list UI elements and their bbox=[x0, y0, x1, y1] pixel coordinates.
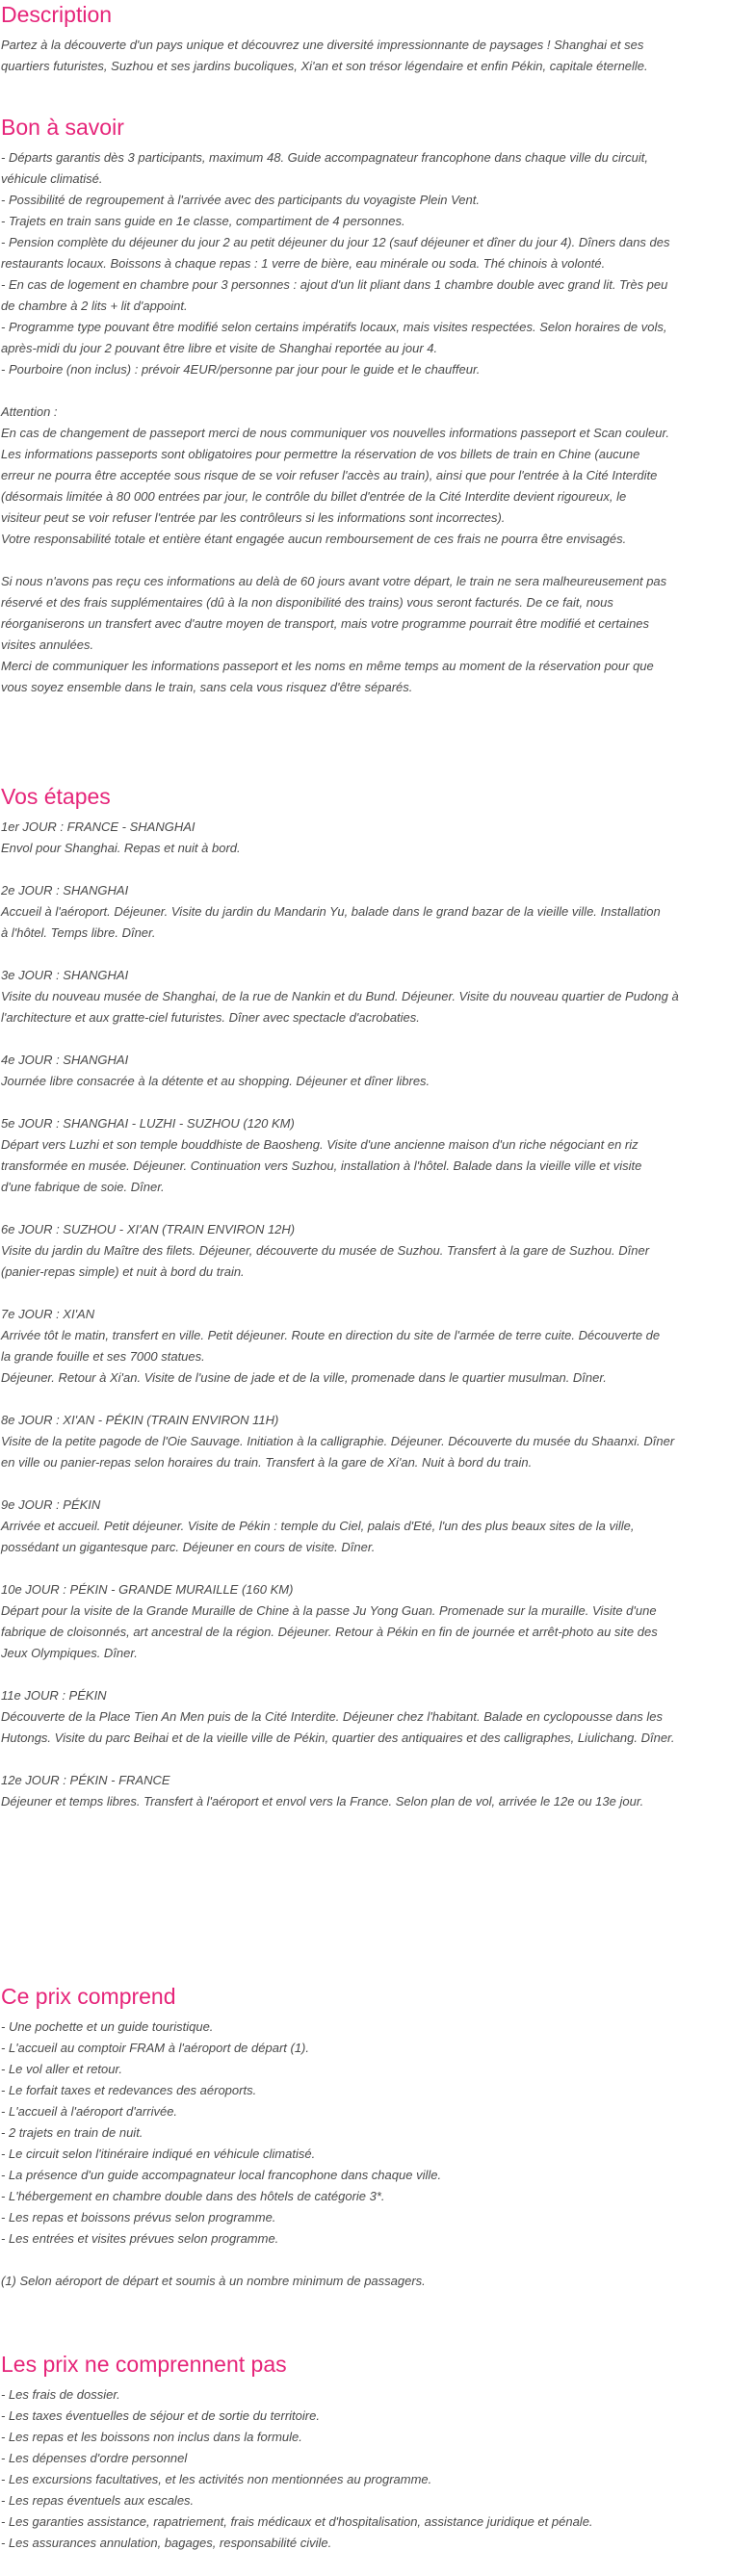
day-text-line: à l'hôtel. Temps libre. Dîner. bbox=[1, 925, 156, 940]
day-title: 10e JOUR : PÉKIN - GRANDE MURAILLE (160 KM) bbox=[1, 1582, 294, 1597]
text-line: quartiers futuristes, Suzhou et ses jardins bucoliques, Xi'an et son trésor légendaire et enfin Pékin, capitale éternelle. bbox=[1, 59, 648, 73]
day-text-line: Déjeuner et temps libres. Transfert à l'aéroport et envol vers la France. Selon plan de vol, arrivée le 12e ou 13e jour. bbox=[1, 1794, 644, 1808]
text-line: - Les frais de dossier. bbox=[1, 2387, 120, 2402]
text-line: - Les garanties assistance, rapatriement, frais médicaux et d'hospitalisation, assistance juridique et pénale. bbox=[1, 2514, 593, 2529]
day-title: 12e JOUR : PÉKIN - FRANCE bbox=[1, 1773, 170, 1787]
text-line: erreur ne pourra être acceptée sous risque de se voir refuser l'accès au train), ainsi que pour l'entrée à la Cité Interdite bbox=[1, 468, 658, 482]
day-title: 8e JOUR : XI'AN - PÉKIN (TRAIN ENVIRON 11H) bbox=[1, 1413, 279, 1427]
text-line: - Trajets en train sans guide en 1e classe, compartiment de 4 personnes. bbox=[1, 214, 405, 228]
text-line: vous soyez ensemble dans le train, sans cela vous risquez d'être séparés. bbox=[1, 680, 413, 694]
text-line: En cas de changement de passeport merci de nous communiquer vos nouvelles informations passeport et Scan couleur. bbox=[1, 426, 669, 440]
text-line: restaurants locaux. Boissons à chaque repas : 1 verre de bière, eau minérale ou soda. Thé chinois à volonté. bbox=[1, 256, 606, 271]
spacer bbox=[1, 2250, 725, 2271]
text-line: - Une pochette et un guide touristique. bbox=[1, 2019, 214, 2034]
day-text-line: Découverte de la Place Tien An Men puis de la Cité Interdite. Déjeuner chez l'habitant. Balade en cyclopousse dans les bbox=[1, 1709, 663, 1724]
day-title: 1er JOUR : FRANCE - SHANGHAI bbox=[1, 820, 196, 834]
day-item bbox=[1, 1304, 725, 1389]
text-line: (1) Selon aéroport de départ et soumis à un nombre minimum de passagers. bbox=[1, 2274, 426, 2288]
day-item bbox=[1, 965, 725, 1028]
day-text-line: Accueil à l'aéroport. Déjeuner. Visite du jardin du Mandarin Yu, balade dans le grand bazar de la vieille ville. Installation bbox=[1, 904, 661, 919]
prix-ne-comprend-list bbox=[0, 2384, 728, 2554]
day-text-line: (panier-repas simple) et nuit à bord du train. bbox=[1, 1264, 245, 1279]
day-text-line: Arrivée tôt le matin, transfert en ville. Petit déjeuner. Route en direction du site de l'armée de terre cuite. Découverte de bbox=[1, 1328, 661, 1342]
description-text bbox=[0, 35, 728, 77]
text-line: de chambre à 2 lits + lit d'appoint. bbox=[1, 299, 188, 313]
day-item bbox=[1, 1113, 725, 1198]
day-text-line: la grande fouille et ses 7000 statues. bbox=[1, 1349, 205, 1364]
text-line: - Les repas éventuels aux escales. bbox=[1, 2493, 195, 2508]
prix-ne-comprend-title: Les prix ne comprennent pas bbox=[1, 2352, 287, 2377]
day-title: 4e JOUR : SHANGHAI bbox=[1, 1053, 129, 1067]
day-item bbox=[1, 1050, 725, 1092]
text-line: Si nous n'avons pas reçu ces informations au delà de 60 jours avant votre départ, le train ne sera malheureusement pas bbox=[1, 574, 667, 588]
text-line: - En cas de logement en chambre pour 3 personnes : ajout d'un lit pliant dans 1 chambre double avec grand lit. Très peu bbox=[1, 277, 668, 292]
day-text-line: Journée libre consacrée à la détente et au shopping. Déjeuner et dîner libres. bbox=[1, 1074, 430, 1088]
text-line: réservé et des frais supplémentaires (dû à la non disponibilité des trains) vous seront facturés. De ce fait, nous bbox=[1, 595, 613, 610]
text-line: - Les taxes éventuelles de séjour et de sortie du territoire. bbox=[1, 2408, 320, 2423]
day-title: 2e JOUR : SHANGHAI bbox=[1, 883, 129, 898]
day-text-line: fabrique de cloisonnés, art ancestral de la région. Déjeuner. Retour à Pékin en fin de journée et arrêt-photo au site des bbox=[1, 1625, 658, 1639]
text-line: - 2 trajets en train de nuit. bbox=[1, 2125, 143, 2140]
day-item bbox=[1, 1410, 725, 1473]
text-line: - L'accueil au comptoir FRAM à l'aéroport de départ (1). bbox=[1, 2041, 309, 2055]
text-line: - Les excursions facultatives, et les activités non mentionnées au programme. bbox=[1, 2472, 432, 2486]
text-line: - Pension complète du déjeuner du jour 2 au petit déjeuner du jour 12 (sauf déjeuner et dîner du jour 4). Dîners dans des bbox=[1, 235, 670, 249]
day-item bbox=[1, 1685, 725, 1749]
day-text-line: transformée en musée. Déjeuner. Continuation vers Suzhou, installation à l'hôtel. Balade dans la vieille ville et visite bbox=[1, 1158, 642, 1173]
bon-a-savoir-section bbox=[0, 113, 728, 698]
day-text-line: Arrivée et accueil. Petit déjeuner. Visite de Pékin : temple du Ciel, palais d'Eté, l'un des plus beaux sites de la ville, bbox=[1, 1519, 635, 1533]
day-text-line: Départ pour la visite de la Grande Muraille de Chine à la passe Ju Yong Guan. Promenade sur la muraille. Visite d'une bbox=[1, 1603, 657, 1618]
text-line: - Le forfait taxes et redevances des aéroports. bbox=[1, 2083, 257, 2097]
text-line: - La présence d'un guide accompagnateur local francophone dans chaque ville. bbox=[1, 2168, 442, 2182]
text-line: - Les entrées et visites prévues selon programme. bbox=[1, 2231, 279, 2246]
text-line: - Programme type pouvant être modifié selon certains impératifs locaux, mais visites respectées. Selon horaires de vols, bbox=[1, 320, 667, 334]
day-text-line: Visite du nouveau musée de Shanghai, de la rue de Nankin et du Bund. Déjeuner. Visite du nouveau quartier de Pudong à bbox=[1, 989, 679, 1003]
day-text-line: en ville ou panier-repas selon horaires du train. Transfert à la gare de Xi'an. Nuit à bord du train. bbox=[1, 1455, 533, 1470]
day-text-line: Déjeuner. Retour à Xi'an. Visite de l'usine de jade et de la ville, promenade dans le quartier musulman. Dîner. bbox=[1, 1370, 607, 1385]
bon-a-savoir-text bbox=[0, 147, 728, 698]
description-title: Description bbox=[1, 2, 113, 27]
text-line: après-midi du jour 2 pouvant être libre et visite de Shanghai reportée au jour 4. bbox=[1, 341, 438, 355]
day-item bbox=[1, 1495, 725, 1558]
day-item bbox=[1, 1770, 725, 1812]
text-line: Attention : bbox=[1, 404, 58, 419]
text-line: - Les repas et boissons prévus selon programme. bbox=[1, 2210, 276, 2225]
etapes-days bbox=[0, 817, 728, 1812]
text-line: - Les repas et les boissons non inclus dans la formule. bbox=[1, 2430, 302, 2444]
day-title: 6e JOUR : SUZHOU - XI'AN (TRAIN ENVIRON 12H) bbox=[1, 1222, 296, 1236]
prix-comprend-title: Ce prix comprend bbox=[1, 1984, 176, 2009]
day-title: 11e JOUR : PÉKIN bbox=[1, 1688, 107, 1703]
day-title: 3e JOUR : SHANGHAI bbox=[1, 968, 129, 982]
day-title: 5e JOUR : SHANGHAI - LUZHI - SUZHOU (120 KM) bbox=[1, 1116, 295, 1131]
etapes-section bbox=[0, 782, 728, 1834]
text-line: - Les assurances annulation, bagages, responsabilité civile. bbox=[1, 2536, 332, 2550]
text-line: (désormais limitée à 80 000 entrées par jour, le contrôle du billet d'entrée de la Cité Interdite devient rigoureux, le bbox=[1, 489, 627, 504]
text-line: - Le circuit selon l'itinéraire indiqué en véhicule climatisé. bbox=[1, 2147, 316, 2161]
text-line: réorganiserons un transfert avec d'autre moyen de transport, mais votre programme pourrait être modifié et certaines bbox=[1, 616, 650, 631]
prix-comprend-section bbox=[0, 1982, 728, 2292]
etapes-title: Vos étapes bbox=[1, 784, 111, 809]
text-line: - Le vol aller et retour. bbox=[1, 2062, 122, 2076]
day-text-line: Visite du jardin du Maître des filets. Déjeuner, découverte du musée de Suzhou. Transfert à la gare de Suzhou. Dîner bbox=[1, 1243, 650, 1258]
bon-a-savoir-title: Bon à savoir bbox=[1, 115, 124, 140]
day-text-line: Départ vers Luzhi et son temple bouddhiste de Baosheng. Visite d'une ancienne maison d'un riche négociant en riz bbox=[1, 1137, 639, 1152]
day-item bbox=[1, 817, 725, 859]
text-line: - L'hébergement en chambre double dans des hôtels de catégorie 3*. bbox=[1, 2189, 385, 2203]
day-title: 9e JOUR : PÉKIN bbox=[1, 1497, 101, 1512]
day-text-line: Hutongs. Visite du parc Beihai et de la vieille ville de Pékin, quartier des antiquaires et des calligraphes, Liulichang. Dîner. bbox=[1, 1730, 675, 1745]
text-line: visites annulées. bbox=[1, 637, 94, 652]
text-line: - L'accueil à l'aéroport d'arrivée. bbox=[1, 2104, 178, 2119]
text-line: Votre responsabilité totale et entière étant engagée aucun remboursement de ces frais ne pourra être envisagés. bbox=[1, 532, 627, 546]
description-section bbox=[0, 0, 728, 77]
prix-comprend-list bbox=[0, 2017, 728, 2292]
text-line: - Départs garantis dès 3 participants, maximum 48. Guide accompagnateur francophone dans chaque ville du circuit, bbox=[1, 150, 649, 165]
text-line: Merci de communiquer les informations passeport et les noms en même temps au moment de la réservation pour que bbox=[1, 659, 654, 673]
day-item bbox=[1, 1579, 725, 1664]
text-line: - Possibilité de regroupement à l'arrivée avec des participants du voyagiste Plein Vent. bbox=[1, 193, 480, 207]
text-line: Les informations passeports sont obligatoires pour permettre la réservation de vos billets de train en Chine (aucune bbox=[1, 447, 640, 461]
spacer bbox=[1, 550, 725, 571]
prix-ne-comprend-section bbox=[0, 2350, 728, 2554]
spacer bbox=[1, 380, 725, 402]
day-text-line: d'une fabrique de soie. Dîner. bbox=[1, 1180, 165, 1194]
day-item bbox=[1, 1219, 725, 1283]
day-text-line: possédant un gigantesque parc. Déjeuner en cours de visite. Dîner. bbox=[1, 1540, 376, 1554]
text-line: véhicule climatisé. bbox=[1, 171, 103, 186]
day-title: 7e JOUR : XI'AN bbox=[1, 1307, 95, 1321]
day-text-line: l'architecture et aux gratte-ciel futuristes. Dîner avec spectacle d'acrobaties. bbox=[1, 1010, 420, 1025]
day-text-line: Envol pour Shanghai. Repas et nuit à bord. bbox=[1, 841, 241, 855]
text-line: - Pourboire (non inclus) : prévoir 4EUR/personne par jour pour le guide et le chauffeur. bbox=[1, 362, 481, 377]
text-line: Partez à la découverte d'un pays unique et découvrez une diversité impressionnante de paysages ! Shanghai et ses bbox=[1, 38, 644, 52]
day-text-line: Jeux Olympiques. Dîner. bbox=[1, 1646, 138, 1660]
text-line: - Les dépenses d'ordre personnel bbox=[1, 2451, 188, 2465]
day-text-line: Visite de la petite pagode de l'Oie Sauvage. Initiation à la calligraphie. Déjeuner. Découverte du musée du Shaanxi. Dîner bbox=[1, 1434, 675, 1448]
text-line: visiteur peut se voir refuser l'entrée par les contrôleurs si les informations sont incorrectes). bbox=[1, 510, 506, 525]
day-item bbox=[1, 880, 725, 944]
